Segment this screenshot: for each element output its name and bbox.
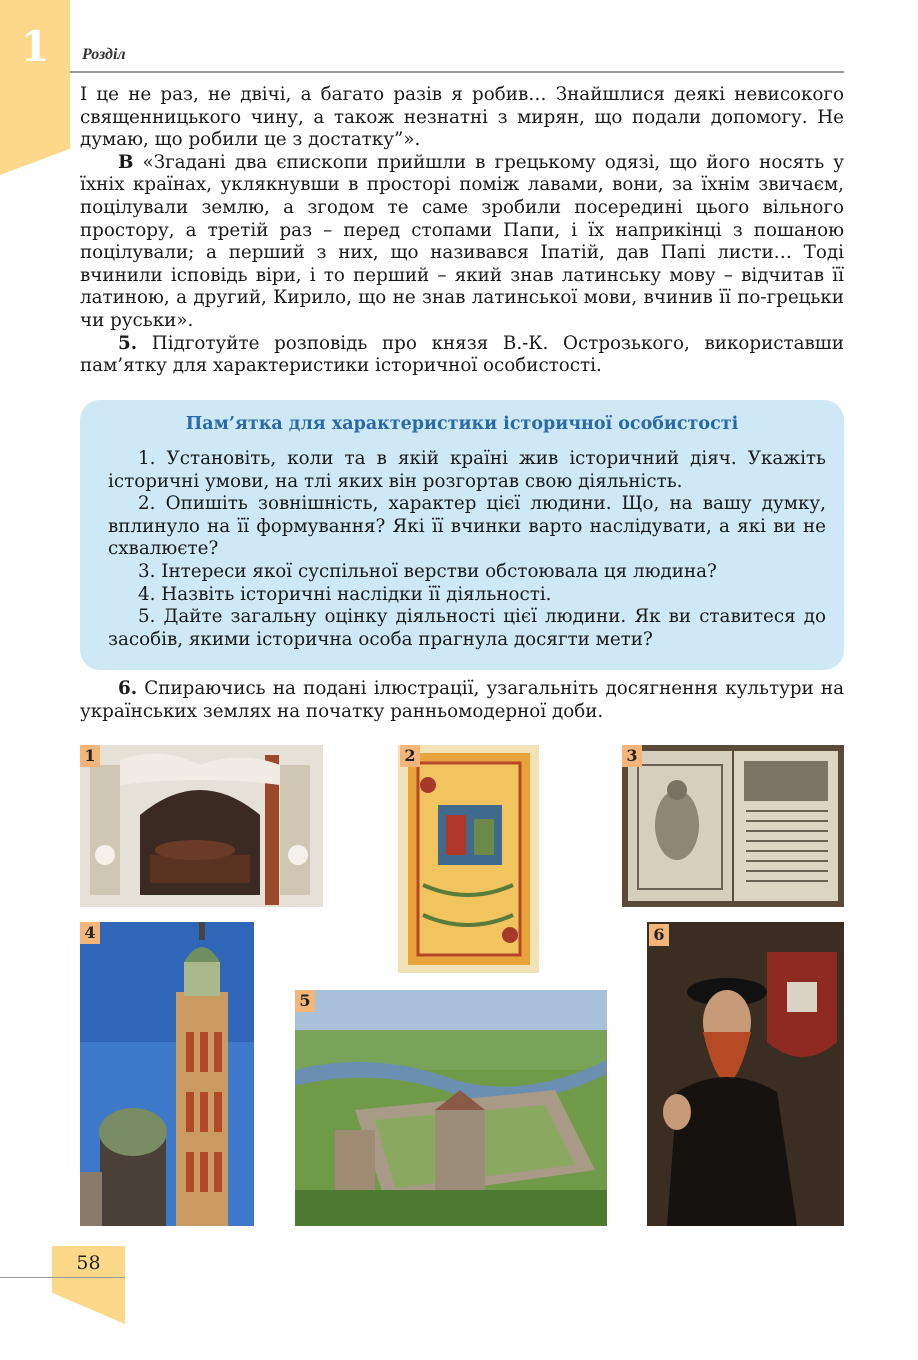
image-label: 4 bbox=[80, 922, 100, 944]
illuminated-manuscript-image bbox=[398, 745, 539, 973]
task-5 bbox=[80, 333, 844, 378]
paragraph-2-label: В bbox=[118, 151, 134, 173]
memo-item: 2. Опишіть зовнішність, характер цієї людини. Що, на вашу думку, вплинуло на її формування? Які її вчинки варто наслідувати, а які ви не схвалюєте? bbox=[108, 493, 826, 560]
bell-tower-image bbox=[80, 922, 254, 1226]
image-label: 6 bbox=[649, 924, 669, 946]
sculpted-tomb-image bbox=[80, 745, 323, 907]
footer-divider bbox=[0, 1277, 125, 1278]
task-6-text: Спираючись на подані ілюстрації, узагальніть досягнення культури на українських землях на початку ранньомодерної доби. bbox=[80, 678, 844, 722]
paragraph-2 bbox=[80, 152, 844, 333]
paragraph-2-text: «Згадані два єпископи прийшли в грецькому одязі, що його носять у їхніх країнах, уклякнувши в просторі поміж лавами, вони, за їхнім звичаєм, поцілували землю, а згодом те саме зробили посередині цього вільного простору, а третій раз – перед стопами Папи, і їх наприкінці з пошаною поцілували; а перший з них, що називався Іпатій, дав Папі листи… Тоді вчинили ісповідь віри, і то перший – який знав латинську мову – відчитав її латиною, а другий, Кирило, що не знав латинської мови, вчинив її по-грецьки чи руськи». bbox=[80, 151, 844, 331]
printed-book-image bbox=[622, 745, 844, 907]
castle-aerial-image bbox=[295, 990, 607, 1226]
image-label: 5 bbox=[295, 990, 315, 1012]
memo-title: Пам’ятка для характеристики історичної особистості bbox=[185, 414, 739, 434]
memo-list bbox=[108, 448, 826, 651]
chapter-number: 1 bbox=[20, 22, 50, 71]
image-label: 3 bbox=[622, 745, 642, 767]
portrait-image bbox=[647, 922, 844, 1226]
task-6 bbox=[80, 678, 844, 723]
task-5-number: 5. bbox=[118, 332, 138, 354]
body-text bbox=[80, 84, 844, 378]
chapter-word: Розділ bbox=[82, 46, 126, 63]
memo-item: 4. Назвіть історичні наслідки її діяльності. bbox=[138, 583, 552, 605]
page-number: 58 bbox=[76, 1252, 101, 1274]
image-label: 2 bbox=[400, 745, 420, 767]
task-5-text: Підготуйте розповідь про князя В.-К. Острозького, використавши пам’ятку для характеристики історичної особистості. bbox=[80, 332, 844, 377]
image-label: 1 bbox=[80, 745, 100, 767]
paragraph-1: І це не раз, не двічі, а багато разів я робив… Знайшлися деякі невисокого священницького чину, а також незнатні з мирян, що подали допомогу. Не думаю, що робили це з достатку”». bbox=[80, 84, 844, 151]
task-6-number: 6. bbox=[118, 678, 138, 699]
memo-item: 3. Інтереси якої суспільної верстви обстоювала ця людина? bbox=[138, 560, 717, 582]
header-divider bbox=[70, 71, 844, 73]
memo-item: 1. Установіть, коли та в якій країні жив історичний діяч. Укажіть історичні умови, на тлі яких він розгортав свою діяльність. bbox=[108, 448, 826, 492]
memo-item: 5. Дайте загальну оцінку діяльності цієї людини. Як ви ставитеся до засобів, якими історична особа прагнула досягти мети? bbox=[108, 606, 826, 650]
